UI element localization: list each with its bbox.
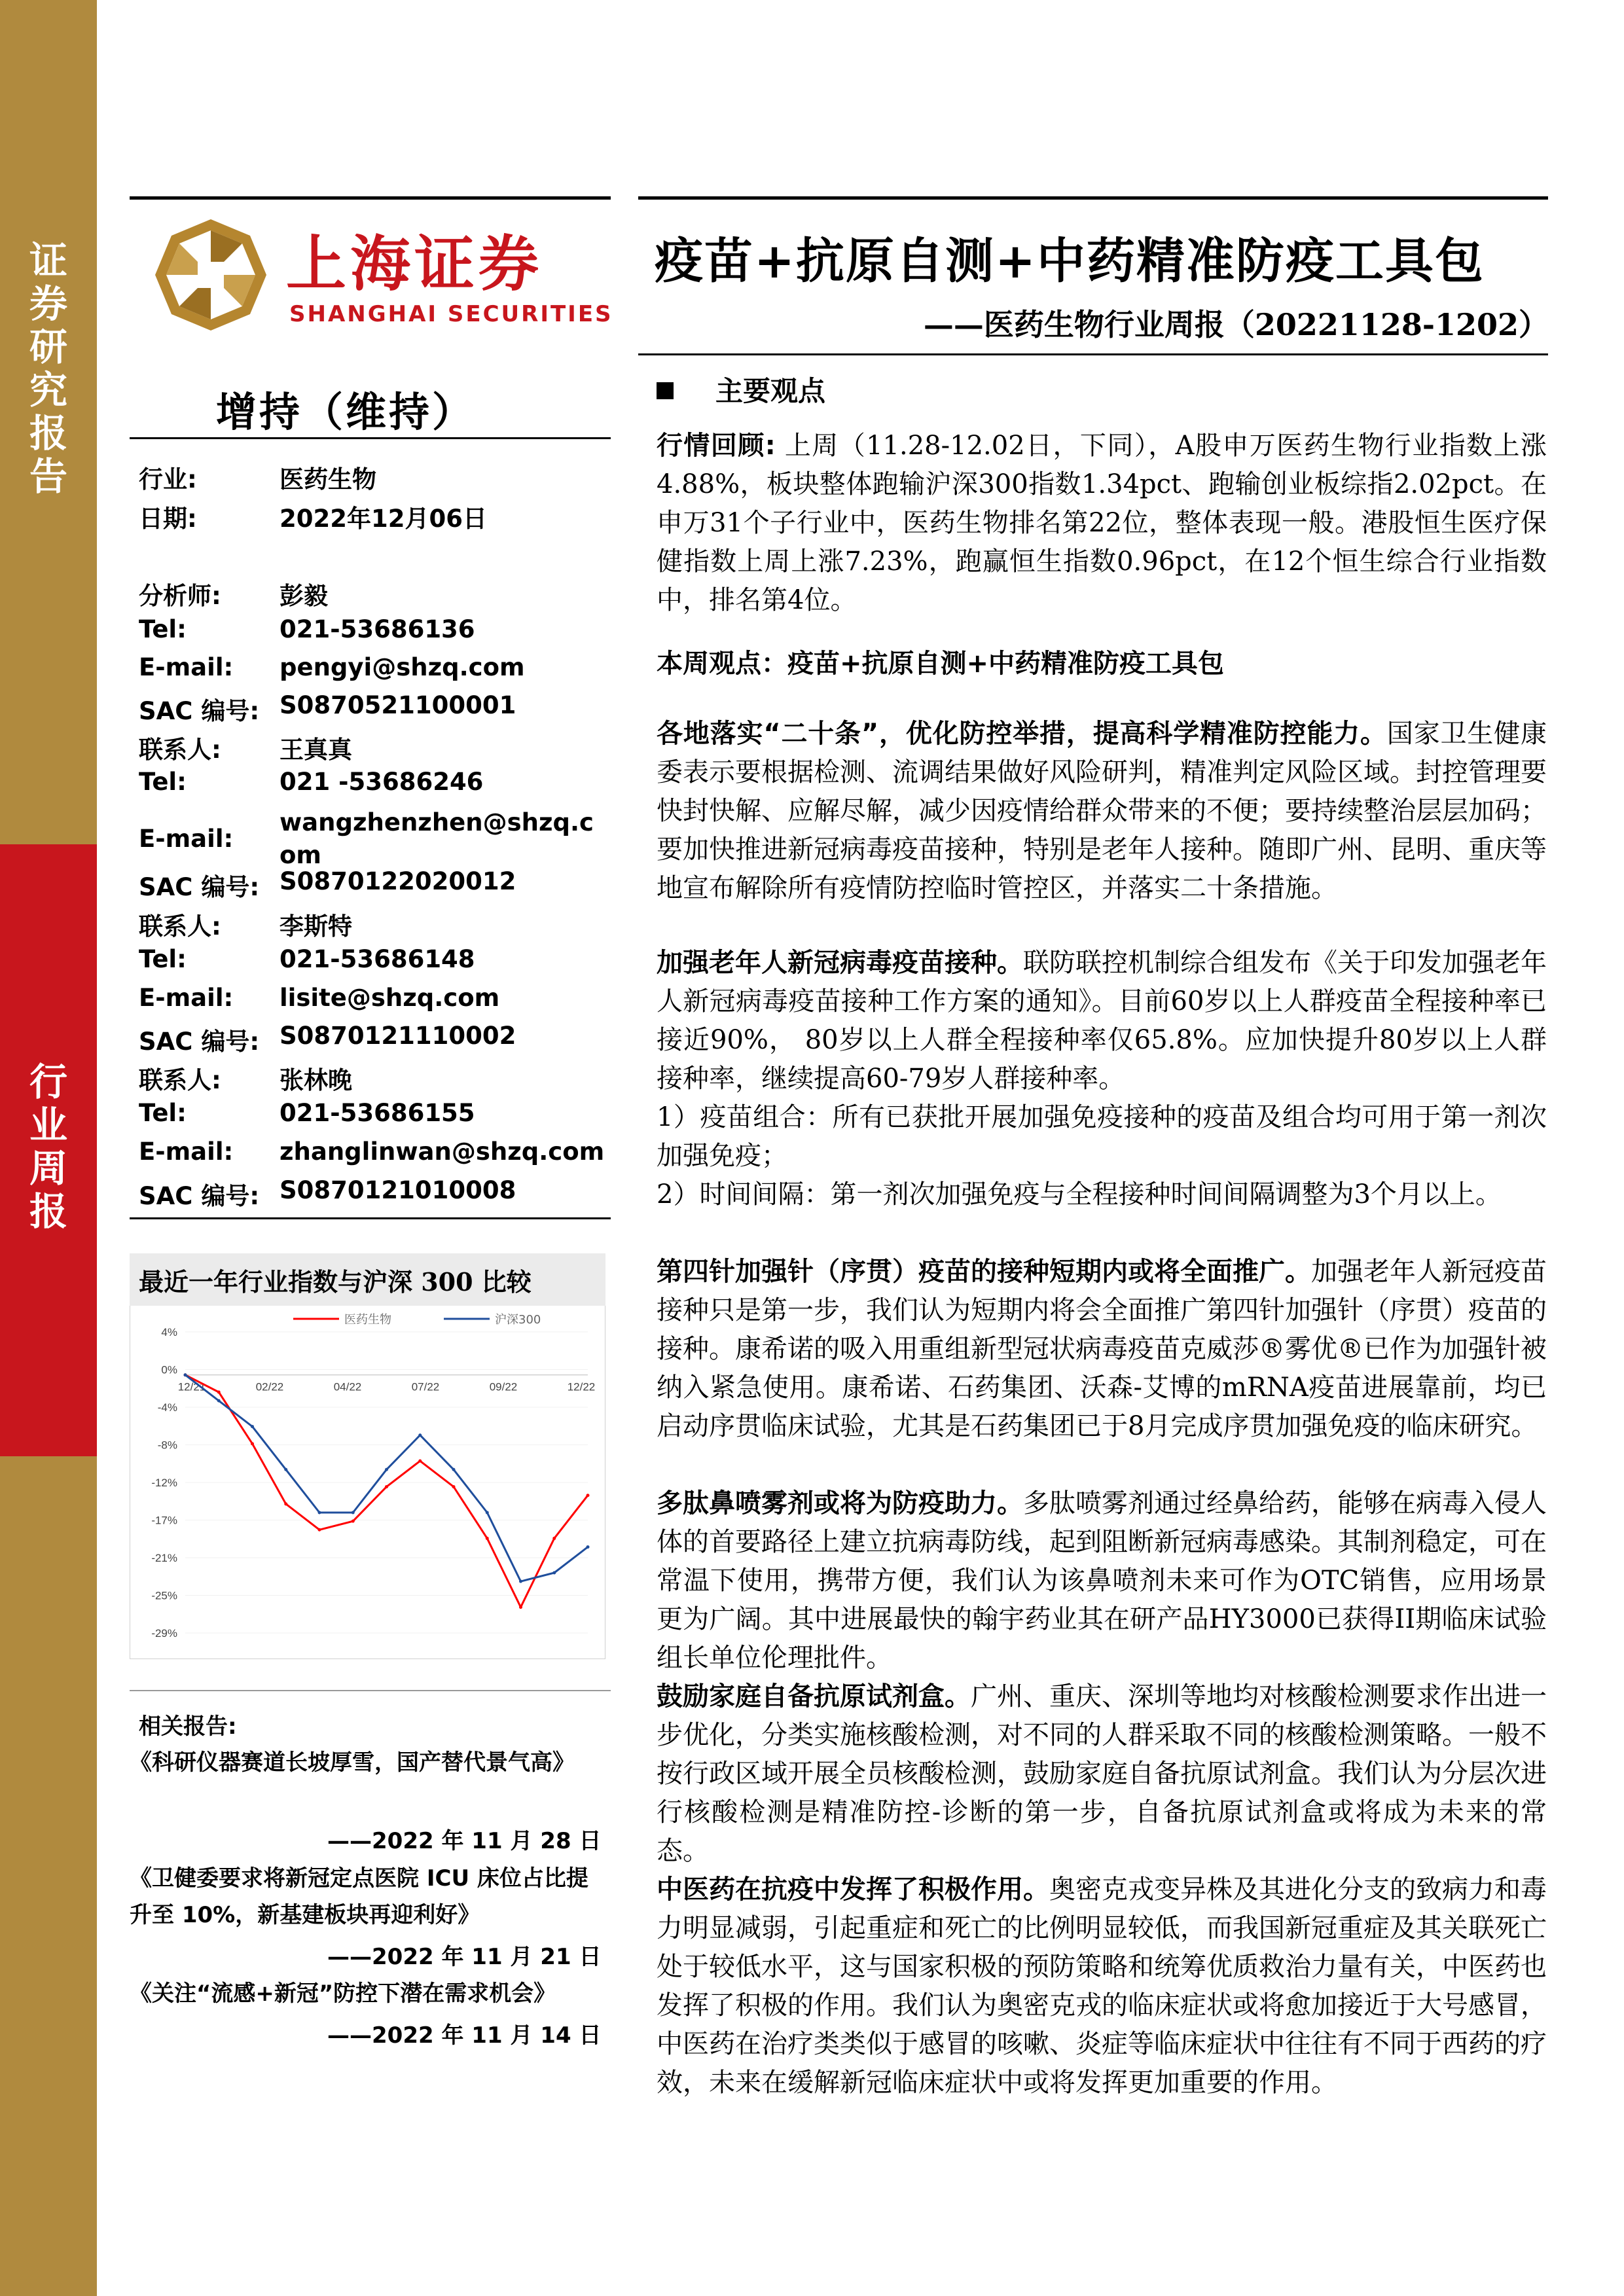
chart-data-point [519,1580,522,1583]
market-review-lead: 行情回顾: [657,431,776,461]
policy-text: 国家卫生健康委表示要根据检测、流调结果做好风险研判，精准判定风险区域。封控管理要快封快解、应解尽解，减少因疫情给群众带来的不便；要持续整治层层加码；要加快推进新冠病毒疫苗接种，特别是老年人接种。随即广州、昆明、重庆等地宣布解除所有疫情防控临时管控区，并落实二十条措施。 [657,719,1547,903]
chart-title: 最近一年行业指数与沪深 300 比较 [139,1267,532,1297]
chart-data-point [586,1545,590,1549]
chart-data-point [284,1502,287,1505]
side-label-char: 券 [29,281,67,326]
chart-data-point [184,1373,187,1376]
chart-data-point [284,1468,287,1471]
sac-label: SAC 编号: [139,1028,260,1056]
chart-data-point [552,1571,556,1575]
chart-legend-label: 沪深300 [495,1313,541,1327]
related-report-title[interactable]: 《科研仪器赛道长坡厚雪，国产替代景气高》 [130,1749,575,1776]
related-rule [130,1690,611,1691]
email-label: E-mail: [139,984,234,1012]
side-label-char: 研 [29,325,67,369]
analyst-sac: S0870521100001 [280,691,516,719]
chart-data-point [385,1485,388,1488]
contact-sac: S0870122020012 [280,867,516,895]
chart-series-line [185,1375,588,1581]
booster-paragraph [657,1253,1547,1446]
report-title: 疫苗+抗原自测+中药精准防疫工具包 [655,233,1485,289]
tel-label: Tel: [139,615,187,643]
sac-label: SAC 编号: [139,873,260,901]
related-report-date: ——2022 年 11 月 28 日 [327,1828,602,1854]
side-label-char: 报 [29,1189,67,1234]
nasal-spray-paragraph [657,1484,1547,1677]
chart-x-tick-label: 02/22 [255,1380,284,1393]
antigen-test-paragraph [657,1677,1547,1871]
tel-label: Tel: [139,1099,187,1127]
side-label-char: 报 [29,411,67,456]
rating-rule [130,437,611,439]
date-label: 日期: [139,505,197,533]
contact-tel: 021-53686155 [280,1099,475,1127]
policy-lead: 各地落实“二十条”，优化防控举措，提高科学精准防控能力。 [657,719,1387,749]
side-label-weekly [0,1060,97,1233]
contact-sac: S0870121010008 [280,1176,516,1204]
chart-y-tick-label: -21% [151,1552,177,1564]
chart-x-ticks [178,1381,596,1393]
date-value: 2022年12月06日 [280,505,487,533]
tcm-paragraph [657,1871,1547,2102]
logo-chinese-name: 上海证券 [286,229,543,299]
related-report-date: ——2022 年 11 月 21 日 [327,1944,602,1970]
chart-data-point [385,1468,388,1471]
chart-legend [293,1313,541,1327]
chart-data-point [452,1468,456,1471]
chart-x-tick-label: 07/22 [411,1380,440,1393]
booster-text: 加强老年人新冠疫苗接种只是第一步，我们认为短期内将会全面推广第四针加强针（序贯）疫苗的接种。康希诺的吸入用重组新型冠状病毒疫苗克威莎®雾优®已作为加强针被纳入紧急使用。康希诺、石药集团、沃森-艾博的mRNA疫苗进展靠前，均已启动序贯临床试验，尤其是石药集团已于8月完成序贯加强免疫的临床研究。 [657,1257,1547,1441]
chart-x-tick-label: 09/22 [489,1380,518,1393]
industry-value: 医药生物 [280,465,376,493]
chart-data-point [217,1391,221,1394]
tel-label: Tel: [139,768,187,796]
side-label-report-type [0,239,97,498]
chart-data-point [418,1460,422,1463]
bullet-square-icon [657,382,674,399]
analyst-tel: 021-53686136 [280,615,475,643]
logo-emblem-icon [152,216,270,334]
market-review-paragraph [657,427,1547,620]
contact-name: 张林晚 [280,1066,352,1094]
chart-data-point [318,1528,321,1532]
contact-email[interactable]: lisite@shzq.com [280,984,500,1012]
policy-paragraph [657,715,1547,908]
chart-data-point [251,1425,254,1428]
side-label-char: 周 [29,1146,67,1191]
contact-role: 联系人: [139,736,221,764]
sac-label: SAC 编号: [139,697,260,725]
chart-data-point [519,1605,522,1609]
chart-data-point [318,1511,321,1515]
side-label-char: 业 [29,1103,67,1147]
elderly-vaccine-paragraph [657,944,1547,1098]
chart-data-point [486,1537,489,1540]
main-points-heading [657,370,825,409]
report-subtitle: ——医药生物行业周报（20221128-1202） [923,307,1549,342]
logo-english-name: SHANGHAI SECURITIES [289,301,613,327]
nasal-spray-lead: 多肽鼻喷雾剂或将为防疫助力。 [657,1488,1023,1518]
chart-y-tick-label: -8% [157,1439,177,1452]
contact-tel: 021 -53686246 [280,768,484,796]
sac-label: SAC 编号: [139,1182,260,1210]
time-interval-paragraph: 2）时间间隔：第一剂次加强免疫与全程接种时间间隔调整为3个月以上。 [657,1179,1502,1210]
chart-y-tick-label: -17% [151,1514,177,1527]
weekly-view-lead: 本周观点：疫苗+抗原自测+中药精准防疫工具包 [657,649,1225,679]
contact-role: 联系人: [139,912,221,941]
tcm-text: 奥密克戎变异株及其进化分支的致病力和毒力明显减弱，引起重症和死亡的比例明显较低，而我国新冠重症及其关联死亡处于较低水平，这与国家积极的预防策略和统筹优质救治力量有关，中医药也发挥了积极的作用。我们认为奥密克戎的临床症状或将愈加接近于大号感冒，中医药在治疗类类似于感冒的咳嗽、炎症等临床症状中往往有不同于西药的疗效，未来在缓解新冠临床症状中或将发挥更加重要的作用。 [657,1874,1547,2098]
contact-tel: 021-53686148 [280,945,475,973]
chart-data-point [486,1511,489,1515]
email-label: E-mail: [139,1138,234,1166]
chart-lines [184,1373,590,1609]
related-report-title[interactable]: 《关注“流感+新冠”防控下潜在需求机会》 [130,1981,556,2007]
industry-label: 行业: [139,465,197,493]
chart-y-tick-label: -4% [157,1401,177,1414]
booster-lead: 第四针加强针（序贯）疫苗的接种短期内或将全面推广。 [657,1257,1311,1287]
chart-data-point [452,1485,456,1488]
rating: 增持（维持） [216,388,476,436]
chart-series-line [185,1375,588,1607]
side-label-char: 行 [29,1060,67,1104]
email-label: E-mail: [139,653,234,681]
related-heading: 相关报告: [139,1713,237,1740]
info-rule [130,1217,611,1219]
analyst-name: 彭毅 [280,582,328,610]
chart-data-point [352,1520,355,1523]
side-label-char: 告 [29,454,67,499]
contact-sac: S0870121110002 [280,1022,516,1050]
company-logo [152,216,613,337]
weekly-view-heading [657,645,1547,683]
side-label-char: 究 [29,368,67,412]
chart-y-tick-label: 0% [161,1363,177,1376]
chart-grid [185,1332,588,1633]
chart-data-point [552,1537,556,1540]
chart-legend-label: 医药生物 [344,1313,391,1327]
chart-x-tick-label: 12/22 [567,1380,596,1393]
chart-y-ticks [151,1326,177,1640]
chart-y-tick-label: -12% [151,1477,177,1489]
chart-data-point [586,1494,590,1497]
contact-email[interactable]: zhanglinwan@shzq.com [280,1138,605,1166]
chart-data-point [418,1433,422,1437]
tcm-lead: 中医药在抗疫中发挥了积极作用。 [657,1874,1049,1905]
chart-y-tick-label: 4% [161,1326,177,1338]
antigen-test-lead: 鼓励家庭自备抗原试剂盒。 [657,1681,971,1712]
contact-name: 王真真 [280,736,352,764]
side-label-char: 证 [29,238,67,283]
chart-x-tick-label: 04/22 [333,1380,362,1393]
contact-email[interactable]: wangzhenzhen@shzq.com [280,808,594,869]
main-points-heading-text: 主要观点 [715,375,826,407]
top-rule-left [130,196,611,200]
analyst-email[interactable]: pengyi@shzq.com [280,653,525,681]
title-rule [638,353,1548,355]
related-report-date: ——2022 年 11 月 14 日 [327,2022,602,2049]
vaccine-combo-paragraph: 1）疫苗组合：所有已获批开展加强免疫接种的疫苗及组合均可用于第一剂次加强免疫； [657,1102,1547,1171]
contact-role: 联系人: [139,1066,221,1094]
tel-label: Tel: [139,945,187,973]
elderly-vaccine-lead: 加强老年人新冠病毒疫苗接种。 [657,948,1023,978]
chart-data-point [352,1511,355,1515]
index-comparison-chart [130,1306,605,1659]
chart-y-tick-label: -29% [151,1627,177,1640]
email-label: E-mail: [139,825,234,853]
chart-data-point [251,1442,254,1445]
antigen-test-text: 广州、重庆、深圳等地均对核酸检测要求作出进一步优化，分类实施核酸检测，对不同的人群采取不同的核酸检测策略。一般不按行政区域开展全员核酸检测，鼓励家庭自备抗原试剂盒。我们认为分层次进行核酸检测是精准防控-诊断的第一步，自备抗原试剂盒或将成为未来的常态。 [657,1681,1547,1866]
related-report-title[interactable]: 《卫健委要求将新冠定点医院 ICU 床位占比提升至 10%，新基建板块再迎利好》 [130,1865,588,1928]
top-rule-right [638,196,1548,200]
elderly-vaccine-text: 联防联控机制综合组发布《关于印发加强老年人新冠病毒疫苗接种工作方案的通知》。目前60岁以上人群疫苗全程接种率已接近90%， 80岁以上人群全程接种率仅65.8%。应加快提升80岁以上人群接种率，继续提高60-79岁人群接种率。 [657,948,1547,1094]
contact-name: 李斯特 [280,912,352,941]
nasal-spray-text: 多肽喷雾剂通过经鼻给药，能够在病毒入侵人体的首要路径上建立抗病毒防线，起到阻断新冠病毒感染。其制剂稳定，可在常温下使用，携带方便，我们认为该鼻喷剂未来可作为OTC销售，应用场景更为广阔。其中进展最快的翰宇药业其在研产品HY3000已获得II期临床试验组长单位伦理批件。 [657,1488,1547,1673]
analyst-role: 分析师: [139,582,221,610]
chart-y-tick-label: -25% [151,1589,177,1602]
chart-data-point [217,1399,221,1403]
market-review-text: 上周（11.28-12.02日，下同），A股申万医药生物行业指数上涨4.88%，板块整体跑输沪深300指数1.34pct、跑输创业板综指2.02pct。在申万31个子行业中，医药生物排名第22位，整体表现一般。港股恒生医疗保健指数上周上涨7.23%，跑赢恒生指数0.96pct，在12个恒生综合行业指数中，排名第4位。 [657,431,1547,615]
chart-x-tick-label: 12/21 [177,1380,206,1393]
